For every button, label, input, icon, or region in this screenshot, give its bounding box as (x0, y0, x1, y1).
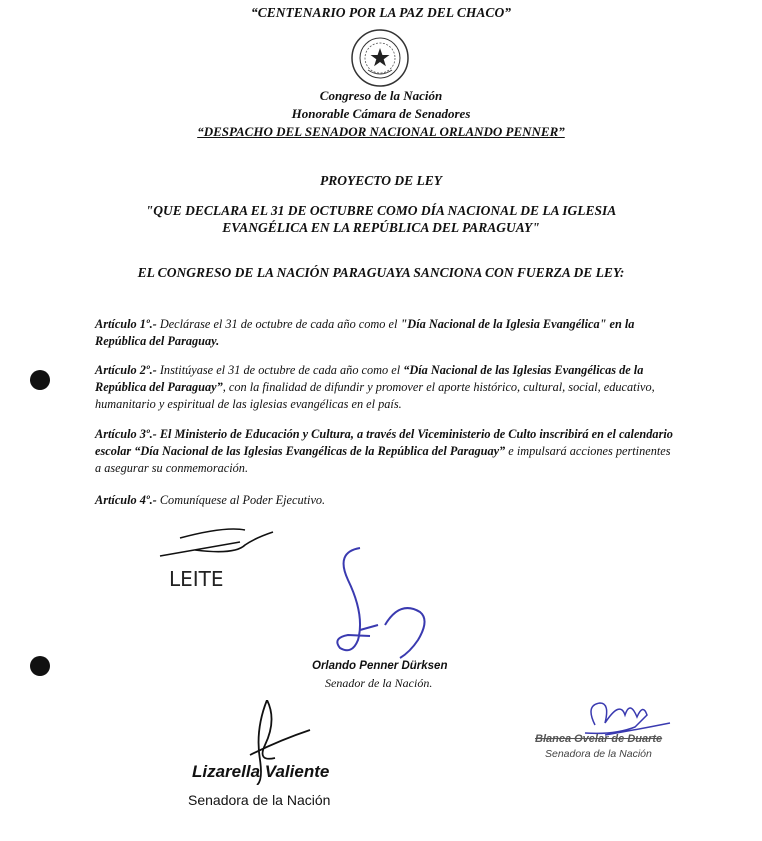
article-2-text2: , con la finalidad de difundir y promover el aporte histórico, cultural, social, educativo, humanitario y espiritual de las iglesias evangélicas en el país. (95, 380, 655, 411)
bill-title-line1: "QUE DECLARA EL 31 DE OCTUBRE COMO DÍA NACIONAL DE LA IGLESIA (145, 203, 617, 218)
bill-title-line2: EVANGÉLICA EN LA REPÚBLICA DEL PARAGUAY" (222, 220, 540, 235)
article-2-text: Institúyase el 31 de octubre de cada año como el (156, 363, 404, 377)
article-2-label: Artículo 2º.- (95, 363, 157, 377)
signature-penner (330, 540, 460, 660)
valiente-role: Senadora de la Nación (188, 792, 331, 808)
duarte-role: Senadora de la Nación (545, 748, 652, 760)
article-3-label: Artículo 3º.- (95, 427, 157, 441)
penner-role: Senador de la Nación. (325, 676, 433, 690)
article-2-bold: “Día Nacional de las Iglesias Evangélicas de la República del Paraguay” (95, 363, 644, 394)
office-name: “DESPACHO DEL SENADOR NACIONAL ORLANDO PENNER” (197, 124, 565, 139)
article-1-label: Artículo 1º.- (95, 317, 157, 331)
duarte-name: Blanca Ovelar de Duarte (535, 733, 663, 745)
signature-leite-text: LEITE (169, 567, 224, 591)
article-1-text: Declárase el 31 de octubre de cada año como el (156, 317, 401, 331)
article-3-bold: El Ministerio de Educación y Cultura, a través del Viceministerio de Culto inscribirá en el calendario escolar “Día Nacional de las Iglesias Evangélicas de la República del Paraguay” (95, 427, 673, 458)
article-3 (95, 426, 675, 477)
article-2 (95, 362, 675, 413)
article-3-text: e impulsará acciones pertinentes a asegurar su conmemoración. (95, 444, 671, 475)
valiente-name: Lizarella Valiente (192, 762, 330, 781)
article-4 (95, 492, 675, 509)
congress-name: Congreso de la Nación (319, 88, 443, 103)
national-seal (350, 28, 410, 88)
bill-heading: PROYECTO DE LEY (319, 173, 442, 188)
motto: “CENTENARIO POR LA PAZ DEL CHACO” (251, 5, 511, 20)
penner-name: Orlando Penner Dürksen (312, 660, 448, 672)
article-4-text: Comuníquese al Poder Ejecutivo. (156, 493, 326, 507)
binder-hole-bottom (30, 656, 50, 676)
signature-leite (155, 520, 285, 595)
binder-hole-top (30, 370, 50, 390)
article-1 (95, 316, 675, 350)
enacting-clause: EL CONGRESO DE LA NACIÓN PARAGUAYA SANCIONA CON FUERZA DE LEY: (137, 265, 625, 280)
chamber-name: Honorable Cámara de Senadores (291, 106, 471, 121)
article-1-bold: "Día Nacional de la Iglesia Evangélica" en la República del Paraguay. (95, 317, 635, 348)
article-4-label: Artículo 4º.- (95, 493, 157, 507)
